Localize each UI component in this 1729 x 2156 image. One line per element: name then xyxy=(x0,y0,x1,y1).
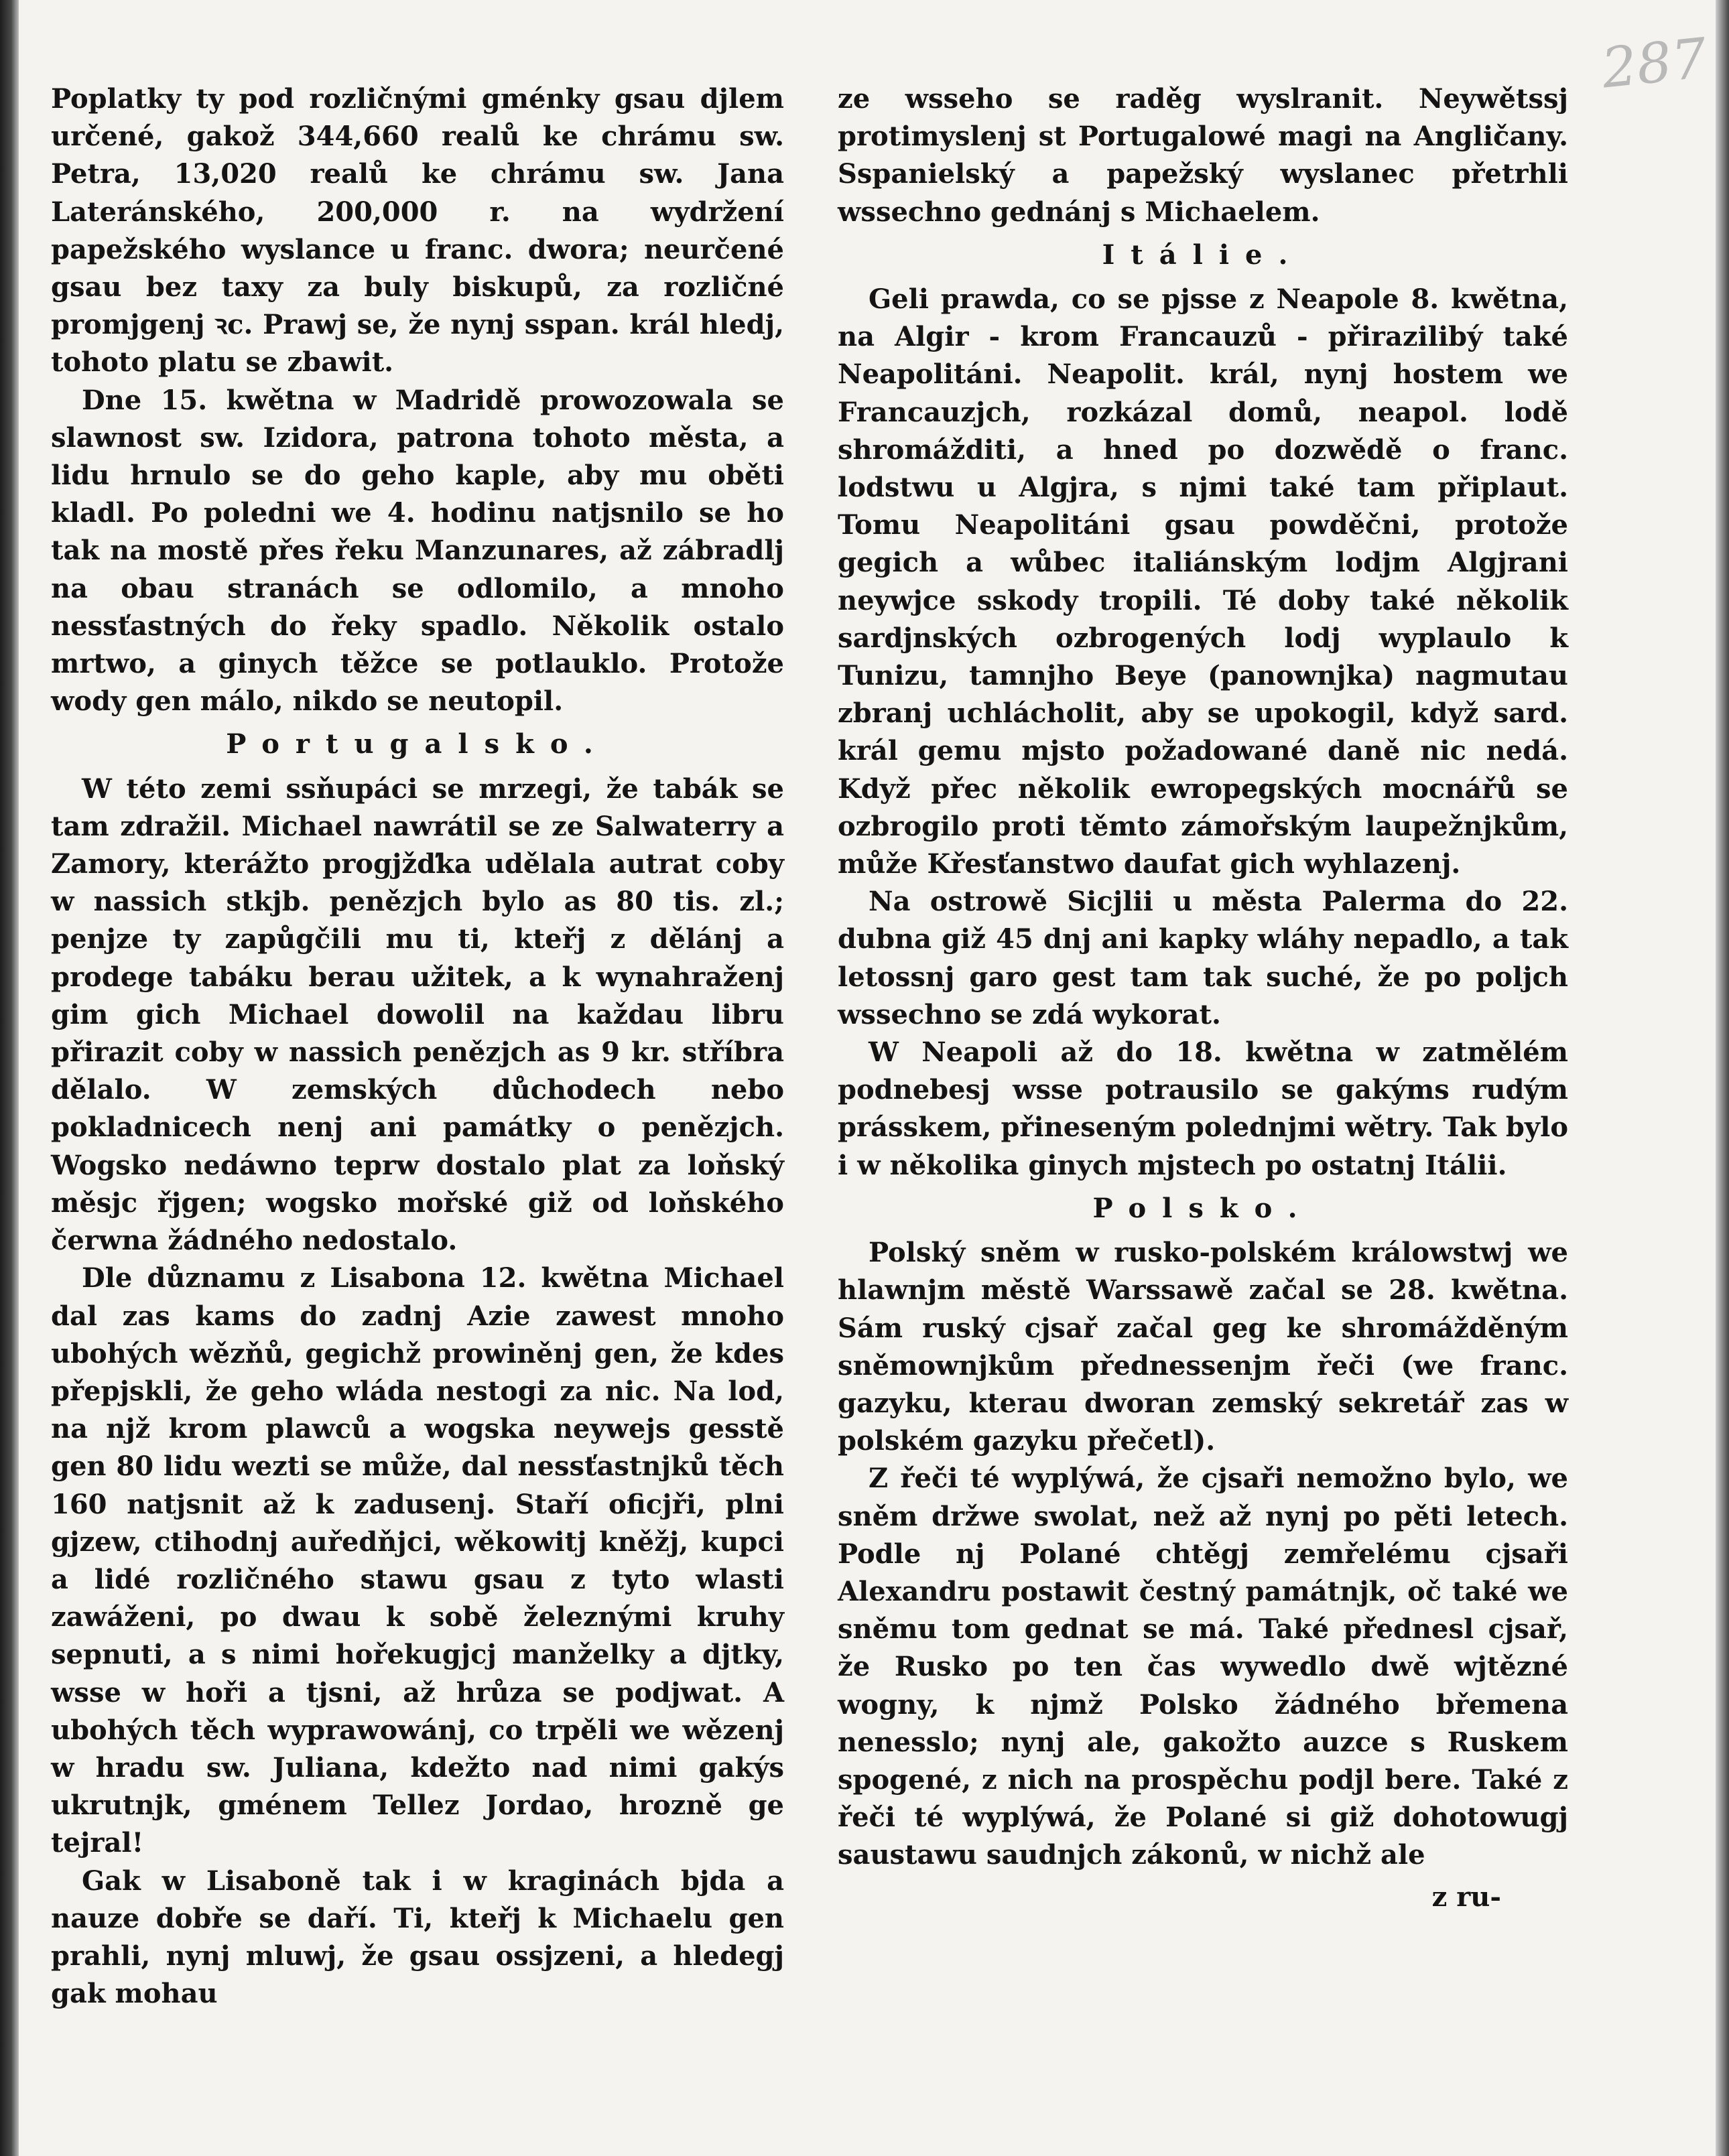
article-paragraph: W Neapoli až do 18. kwětna w zatmělém podnebesj wsse potrausilo se gakýms rudým prásskem, přineseným polednjmi wětry. Tak bylo i w několika ginych mjstech po ostatnj Itálii. xyxy=(838,1036,1568,1181)
section-heading-italy: Itálie. xyxy=(1102,239,1304,271)
article-paragraph: Poplatky ty pod rozličnými gménky gsau djlem určené, gakož 344,660 realů ke chrámu sw. Petra, 13,020 realů ke chrámu sw. Jana Lateránského, 200,000 r. na wydržení papežského wyslance u franc. dwora; neurčené gsau bez taxy za buly biskupů, za rozličné promjgenj ꝛc. Prawj se, že nynj sspan. král hledj, tohoto platu se zbawit. xyxy=(51,83,784,379)
article-paragraph: Polský sněm w rusko-polském králowstwj we hlawnjm městě Warssawě začal se 28. kwětna. Sám ruský cjsař začal geg ke shromážděným sněmownjkům přednessenjm řeči (we franc. gazyku, kterau dworan zemský sekretář zas w polském gazyku přečetl). xyxy=(838,1237,1568,1457)
section-heading-poland: Polsko. xyxy=(1092,1192,1314,1224)
page-binding-shadow xyxy=(0,0,19,2156)
right-column xyxy=(838,80,1568,1916)
section-heading-portugal: Portugalsko. xyxy=(226,728,609,760)
catchword: z ru- xyxy=(1431,1881,1501,1913)
article-paragraph: Na ostrowě Sicjlii u města Palerma do 22. dubna giž 45 dnj ani kapky wláhy nepadlo, a tak letossnj garo gest tam tak suché, že po poljch wssechno se zdá wykorat. xyxy=(838,886,1568,1030)
article-paragraph: Dne 15. kwětna w Madridě prowozowala se slawnost sw. Izidora, patrona tohoto města, a lidu hrnulo se do geho kaple, aby mu oběti kladl. Po poledni we 4. hodinu natjsnilo se ho tak na mostě přes řeku Manzunares, až zábradlj na obau stranách se odlomilo, a mnoho nessťastných do řeky spadlo. Několik ostalo mrtwo, a ginych těžce se potlauklo. Protože wody gen málo, nikdo se neutopil. xyxy=(51,384,784,718)
article-paragraph: Gak w Lisaboně tak i w kraginách bjda a nauze dobře se daří. Ti, kteřj k Michaelu gen prahli, nynj mluwj, že gsau ossjzeni, a hledegj gak mohau xyxy=(51,1865,784,2010)
left-column xyxy=(51,80,784,2013)
article-paragraph: Dle důznamu z Lisabona 12. kwětna Michael dal zas kams do zadnj Azie zawest mnoho ubohých wězňů, gegichž prowiněnj gen, že kdes přepjskli, že geho wláda nestogi za nic. Na lod, na njž krom plawců a wogska neywejs gesstě gen 80 lidu wezti se může, dal nessťastnjků těch 160 natjsnit až k zadusenj. Staří oficjři, plni gjzew, ctihodnj auředňjci, wěkowitj kněžj, kupci a lidé rozličného stawu gsau z tyto wlasti zawáženi, po dwau k sobě železnými kruhy sepnuti, a s nimi hořekugjcj manželky a djtky, wsse w hoři a tjsni, až hrůza se podjwat. A ubohých těch wyprawowánj, co trpěli we wězenj w hradu sw. Juliana, kdežto nad nimi gakýs ukrutnjk, gménem Tellez Jordao, hrozně ge tejral! xyxy=(51,1262,784,1859)
article-paragraph: Z řeči té wyplýwá, že cjsaři nemožno bylo, we sněm držwe swolat, než až nynj po pěti letech. Podle nj Polané chtěgj zemřelému cjsaři Alexandru postawit čestný památnjk, oč také we sněmu tom gednat se má. Také přednesl cjsař, že Rusko po ten čas wywedlo dwě wjtězné wogny, k njmž Polsko žádného břemena nenesslo; nynj ale, gakožto auzce s Ruskem spogené, z nich na prospěchu podjl bere. Také z řeči té wyplýwá, že Polané si giž dohotowugj saustawu saudnjch zákonů, w nichž ale xyxy=(838,1463,1568,1871)
page-number: 287 xyxy=(1598,26,1710,101)
article-paragraph: Geli prawda, co se pjsse z Neapole 8. kwětna, na Algir - krom Francauzů - přirazilibý také Neapolitáni. Neapolit. král, nynj hostem we Francauzjch, rozkázal domů, neapol. lodě shromážditi, a hned po dozwědě o franc. lodstwu u Algjra, s njmi také tam připlaut. Tomu Neapolitáni gsau powděčni, protože gegich a wůbec italiánským lodjm Algjrani neywjce sskody tropili. Té doby také několik sardjnských ozbrogených lodj wyplaulo k Tunizu, tamnjho Beye (panownjka) nagmutau zbranj uchlácholit, aby se upokogil, když sard. král gemu mjsto požadowané daně nic nedá. Když přec několik ewropegských mocnářů se ozbrogilo proti těmto zámořským laupežnjkům, může Křesťanstwo daufat gich wyhlazenj. xyxy=(838,283,1568,880)
article-paragraph: W této zemi ssňupáci se mrzegi, že tabák se tam zdražil. Michael nawrátil se ze Salwaterry a Zamory, kterážto progjžďka udělala autrat coby w nassich stkjb. penězjch bylo as 80 tis. zl.; penjze ty zapůgčili mu ti, kteřj z dělánj a prodege tabáku berau užitek, a k wynahraženj gim gich Michael dowolil na každau libru přirazit coby w nassich penězjch as 9 kr. stříbra dělalo. W zemských důchodech nebo pokladnicech nenj ani památky o penězjch. Wogsko nedáwno teprw dostalo plat za loňský měsjc řjgen; wogsko mořské giž od loňského čerwna žádného nedostalo. xyxy=(51,772,784,1257)
article-paragraph: ze wsseho se raděg wyslranit. Neywětssj protimyslenj st Portugalowé magi na Angličany. Sspanielský a papežský wyslanec přetrhli wssechno gednánj s Michaelem. xyxy=(838,83,1568,228)
page-edge-shadow xyxy=(1716,0,1729,2156)
